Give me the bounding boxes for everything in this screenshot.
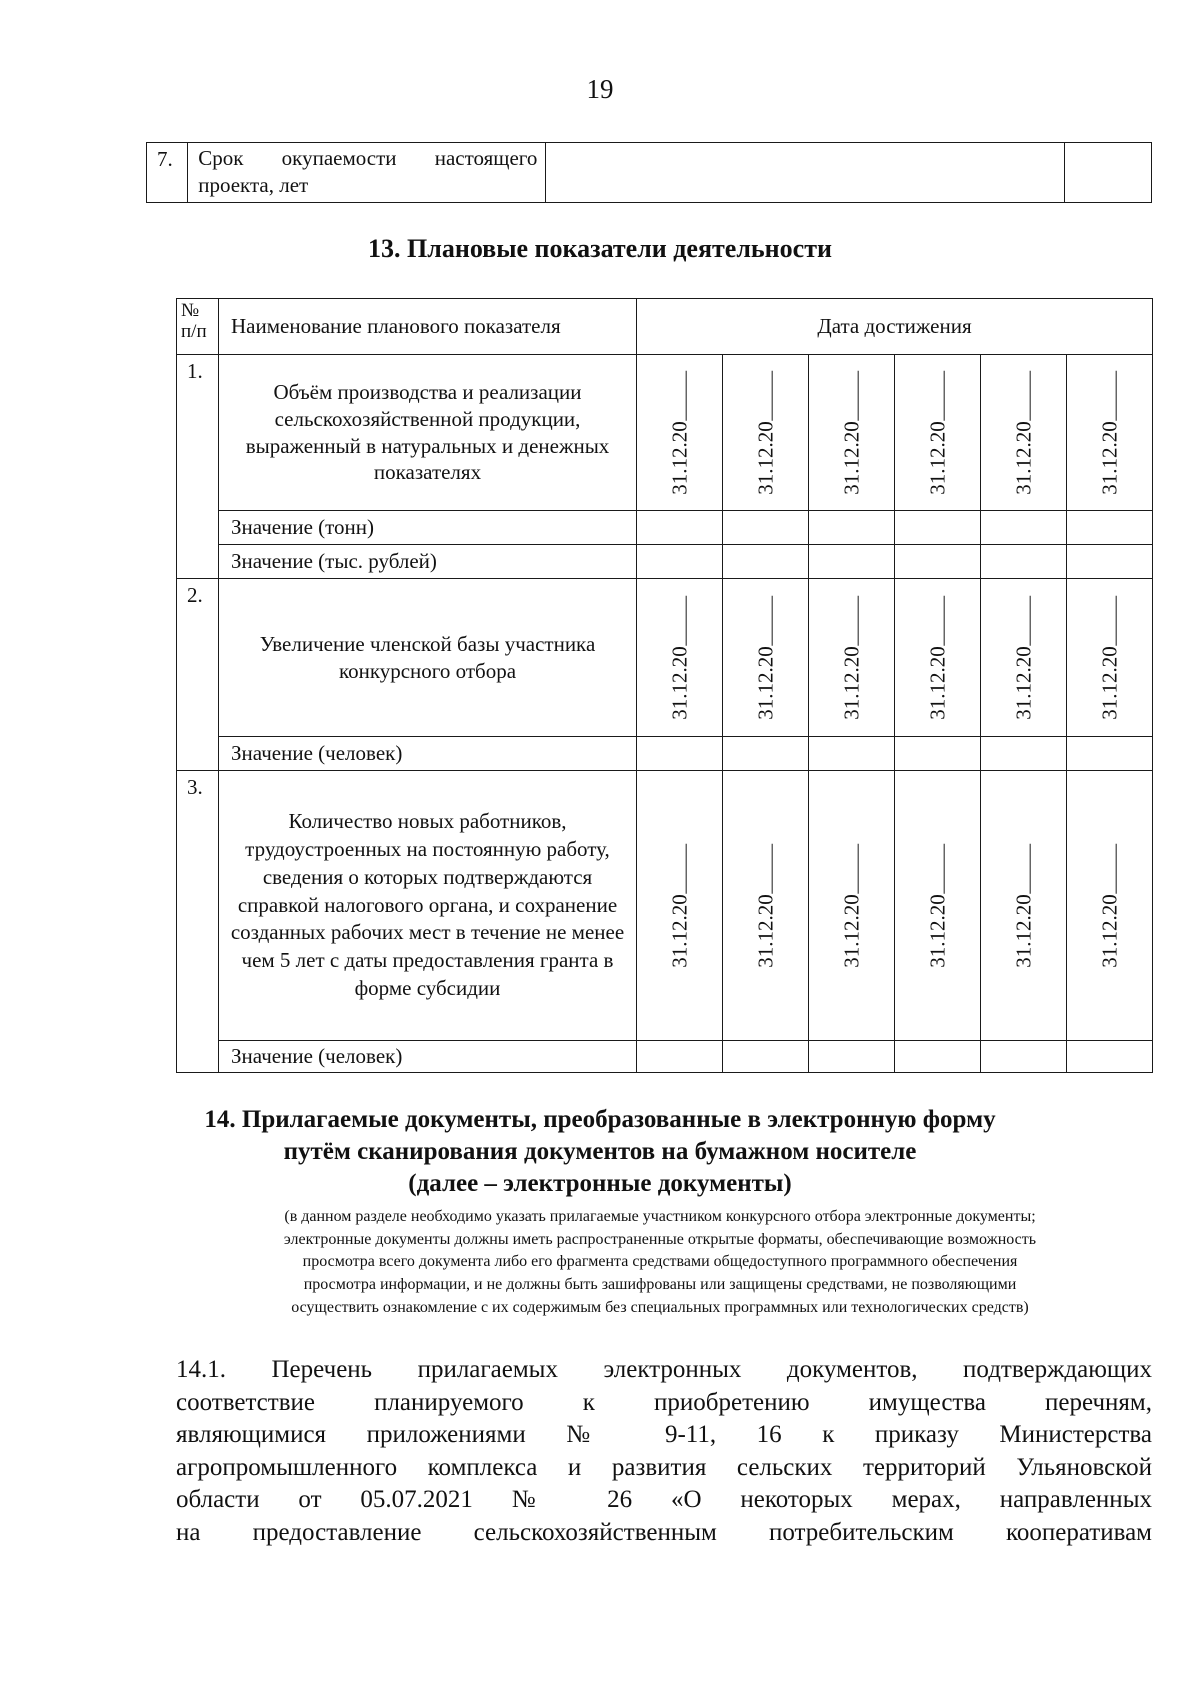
value-cell[interactable] <box>637 545 723 579</box>
value-label: Значение (тыс. рублей) <box>219 545 637 579</box>
row-number: 7. <box>147 143 188 203</box>
paragraph-14-1 <box>176 1354 1152 1549</box>
payback-label: Срок окупаемости настоящего проекта, лет <box>188 143 546 203</box>
value-cell[interactable] <box>1067 737 1153 771</box>
date-label: 31.12.20 <box>1011 893 1036 968</box>
date-cell[interactable] <box>637 579 723 737</box>
date-label: 31.12.20 <box>839 420 864 495</box>
value-cell[interactable] <box>895 1041 981 1073</box>
value-cell[interactable] <box>637 737 723 771</box>
value-label: Значение (человек) <box>219 737 637 771</box>
date-label: 31.12.20 <box>1097 893 1122 968</box>
date-cell[interactable] <box>637 771 723 1041</box>
date-cell[interactable] <box>981 355 1067 511</box>
value-cell[interactable] <box>895 545 981 579</box>
date-label: 31.12.20 <box>1011 420 1036 495</box>
section-14-title-line: (далее – электронные документы) <box>408 1170 792 1197</box>
item-name: Количество новых работников, трудоустроенных на постоянную работу, сведения о которых подтверждаются справкой налогового органа, и сохранение созданных рабочих мест в течение не менее чем 5 лет с даты предоставления гранта в форме субсидии <box>219 771 637 1041</box>
table-row <box>147 143 1152 203</box>
value-cell[interactable] <box>637 511 723 545</box>
value-cell[interactable] <box>723 545 809 579</box>
date-label: 31.12.20 <box>925 645 950 720</box>
header-name: Наименование планового показателя <box>219 299 637 355</box>
date-label: 31.12.20 <box>1097 420 1122 495</box>
date-label: 31.12.20 <box>753 893 778 968</box>
table-row <box>177 579 1153 737</box>
note-line: осуществить ознакомление с их содержимым без специальных программных или технологических средств) <box>291 1298 1029 1316</box>
date-label: 31.12.20 <box>1011 645 1036 720</box>
item-name: Увеличение членской базы участника конкурсного отбора <box>219 579 637 737</box>
date-label: 31.12.20 <box>667 420 692 495</box>
value-cell[interactable] <box>1067 545 1153 579</box>
value-cell[interactable] <box>637 1041 723 1073</box>
note-line: электронные документы должны иметь распространенные открытые форматы, обеспечивающие возможность <box>283 1230 1037 1248</box>
date-cell[interactable] <box>1067 355 1153 511</box>
header-date: Дата достижения <box>637 299 1153 355</box>
section-14-title-line: 14. Прилагаемые документы, преобразованные в электронную форму <box>204 1106 996 1133</box>
date-cell[interactable] <box>723 355 809 511</box>
item-number: 3. <box>177 771 219 1073</box>
date-cell[interactable] <box>1067 579 1153 737</box>
date-cell[interactable] <box>981 579 1067 737</box>
value-cell[interactable] <box>981 737 1067 771</box>
table-row <box>177 511 1153 545</box>
date-cell[interactable] <box>809 579 895 737</box>
planned-indicators-table <box>176 298 1153 1073</box>
date-cell[interactable] <box>809 355 895 511</box>
value-cell[interactable] <box>723 737 809 771</box>
date-cell[interactable] <box>723 579 809 737</box>
paragraph-line: являющимися приложениями № 9-11, 16 к приказу Министерства <box>176 1421 1152 1448</box>
date-cell[interactable] <box>981 771 1067 1041</box>
paragraph-line: 14.1. Перечень прилагаемых электронных документов, подтверждающих <box>176 1356 1152 1383</box>
date-label: 31.12.20 <box>839 645 864 720</box>
section-14-title <box>0 1104 1200 1200</box>
value-cell[interactable] <box>809 511 895 545</box>
value-cell[interactable] <box>895 511 981 545</box>
item-number: 2. <box>177 579 219 771</box>
date-cell[interactable] <box>1067 771 1153 1041</box>
paragraph-line: агропромышленного комплекса и развития сельских территорий Ульяновской <box>176 1453 1152 1481</box>
payback-table <box>146 142 1152 203</box>
payback-extra-cell[interactable] <box>1065 143 1152 203</box>
paragraph-line: соответствие планируемого к приобретению имущества перечням, <box>176 1388 1152 1416</box>
date-label: 31.12.20 <box>925 893 950 968</box>
value-label: Значение (тонн) <box>219 511 637 545</box>
date-label: 31.12.20 <box>839 893 864 968</box>
value-cell[interactable] <box>723 511 809 545</box>
header-row <box>177 299 1153 355</box>
item-name: Объём производства и реализации сельскохозяйственной продукции, выраженный в натуральных и денежных показателях <box>219 355 637 511</box>
note-line: (в данном разделе необходимо указать прилагаемые участником конкурсного отбора электронные документы; <box>284 1208 1036 1225</box>
table-row <box>177 771 1153 1041</box>
date-cell[interactable] <box>895 771 981 1041</box>
paragraph-line: на предоставление сельскохозяйственным потребительским кооперативам <box>176 1518 1152 1546</box>
page-number: 19 <box>586 74 614 104</box>
value-cell[interactable] <box>1067 511 1153 545</box>
value-cell[interactable] <box>981 545 1067 579</box>
paragraph-line: области от 05.07.2021 № 26 «О некоторых мерах, направленных <box>176 1486 1152 1513</box>
section-14-note <box>160 1206 1160 1320</box>
date-cell[interactable] <box>895 579 981 737</box>
note-line: просмотра всего документа либо его фрагмента средствами общедоступного программного обеспечения <box>302 1253 1018 1271</box>
date-label: 31.12.20 <box>1097 645 1122 720</box>
table-row <box>177 355 1153 511</box>
value-cell[interactable] <box>1067 1041 1153 1073</box>
date-cell[interactable] <box>809 771 895 1041</box>
table-row <box>177 737 1153 771</box>
note-line: просмотра информации, и не должны быть зашифрованы или защищены средствами, не позволяющими <box>303 1276 1017 1294</box>
value-cell[interactable] <box>809 1041 895 1073</box>
value-cell[interactable] <box>809 737 895 771</box>
value-cell[interactable] <box>895 737 981 771</box>
date-label: 31.12.20 <box>753 645 778 720</box>
date-cell[interactable] <box>723 771 809 1041</box>
item-number: 1. <box>177 355 219 579</box>
table-row <box>177 1041 1153 1073</box>
value-label: Значение (человек) <box>219 1041 637 1073</box>
table-row <box>177 545 1153 579</box>
date-label: 31.12.20 <box>667 645 692 720</box>
section-14-title-line: путём сканирования документов на бумажном носителе <box>283 1138 917 1165</box>
date-cell[interactable] <box>895 355 981 511</box>
section-13-title: 13. Плановые показатели деятельности <box>368 234 832 263</box>
date-cell[interactable] <box>637 355 723 511</box>
value-cell[interactable] <box>981 511 1067 545</box>
value-cell[interactable] <box>981 1041 1067 1073</box>
date-label: 31.12.20 <box>753 420 778 495</box>
date-label: 31.12.20 <box>925 420 950 495</box>
header-num: № п/п <box>177 299 219 355</box>
value-cell[interactable] <box>809 545 895 579</box>
value-cell[interactable] <box>723 1041 809 1073</box>
date-label: 31.12.20 <box>667 893 692 968</box>
payback-value-cell[interactable] <box>546 143 1065 203</box>
